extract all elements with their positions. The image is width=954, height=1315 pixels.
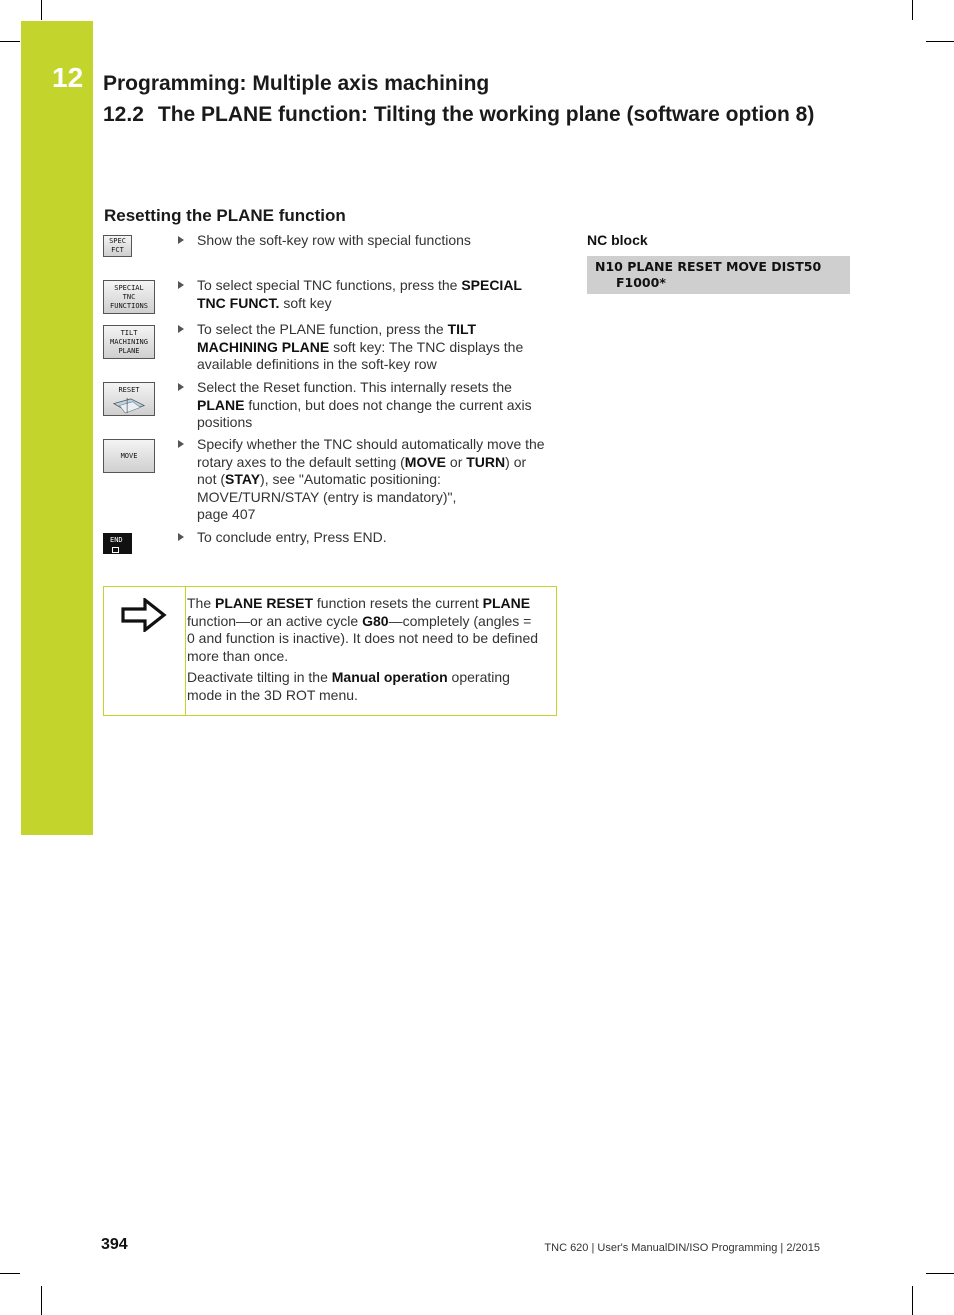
bullet-arrow-icon — [178, 281, 184, 289]
section-title-text: The PLANE function: Tilting the working plane (software option 8) — [157, 103, 815, 126]
tilted-plane-icon — [109, 396, 149, 415]
bullet-arrow-icon — [178, 440, 184, 448]
step-text: Show the soft-key row with special functions — [197, 232, 549, 250]
note-text — [187, 595, 539, 709]
softkey-label: SPEC — [109, 237, 126, 245]
crop-mark — [41, 1286, 42, 1315]
crop-mark — [912, 1286, 913, 1315]
softkey-label: FUNCTIONS — [110, 301, 148, 310]
crop-mark — [926, 41, 954, 42]
nc-line-2: F1000* — [616, 275, 666, 290]
step-text: To conclude entry, Press END. — [197, 529, 549, 547]
note-divider — [185, 587, 186, 715]
spec-fct-softkey[interactable] — [103, 235, 132, 257]
chapter-tab — [21, 21, 93, 835]
reset-softkey[interactable] — [103, 382, 155, 416]
softkey-label: PLANE — [118, 346, 140, 355]
step-text: Specify whether the TNC should automatically move the rotary axes to the default setting (MOVE or TURN) or not (STAY), see "Automatic positioning: MOVE/TURN/STAY (entry is mandatory)", page 407 — [197, 436, 549, 524]
bullet-arrow-icon — [178, 236, 184, 244]
softkey-label: RESET — [118, 386, 140, 394]
bullet-arrow-icon — [178, 325, 184, 333]
crop-mark — [926, 1273, 954, 1274]
page-reference-link[interactable]: page 407 — [197, 506, 256, 523]
crop-mark — [912, 0, 913, 20]
crop-mark — [0, 41, 20, 42]
softkey-label: MACHINING — [110, 337, 148, 346]
section-title — [103, 103, 814, 127]
tilt-machining-plane-softkey[interactable] — [103, 325, 155, 359]
key-label: END — [110, 536, 123, 544]
nc-block-label: NC block — [587, 232, 648, 248]
softkey-label: FCT — [111, 246, 124, 254]
bullet-arrow-icon — [178, 533, 184, 541]
section-number: 12.2 — [103, 103, 144, 126]
note-box — [103, 586, 557, 716]
bullet-arrow-icon — [178, 383, 184, 391]
note-paragraph: The PLANE RESET function resets the current PLANE function—or an active cycle G80—completely (angles = 0 and function is inactive). It does not need to be defined more than once. — [187, 595, 539, 664]
step-text: To select the PLANE function, press the TILT MACHINING PLANE soft key: The TNC displays the available definitions in the soft-key row — [197, 321, 549, 374]
nc-block-code — [587, 256, 850, 294]
crop-mark — [41, 0, 42, 20]
special-tnc-functions-softkey[interactable] — [103, 280, 155, 314]
subheading: Resetting the PLANE function — [104, 206, 346, 225]
softkey-label: TNC — [122, 292, 136, 301]
note-paragraph: Deactivate tilting in the Manual operation operating mode in the 3D ROT menu. — [187, 669, 510, 703]
softkey-label: SPECIAL — [114, 283, 144, 292]
end-key[interactable] — [103, 533, 132, 554]
footer-text: TNC 620 | User's ManualDIN/ISO Programming | 2/2015 — [544, 1242, 820, 1254]
hint-arrow-icon — [121, 598, 167, 632]
step-text: To select special TNC functions, press the SPECIAL TNC FUNCT. soft key — [197, 277, 549, 312]
chapter-title: Programming: Multiple axis machining — [103, 72, 490, 95]
step-text: Select the Reset function. This internally resets the PLANE function, but does not change the current axis positions — [197, 379, 549, 432]
page-number: 394 — [101, 1236, 128, 1253]
chapter-number: 12 — [52, 62, 84, 93]
softkey-label: TILT — [120, 328, 138, 337]
softkey-label: MOVE — [120, 451, 138, 460]
nc-line-1: N10 PLANE RESET MOVE DIST50 — [595, 259, 822, 274]
crop-mark — [0, 1273, 20, 1274]
square-icon — [112, 547, 119, 553]
move-softkey[interactable] — [103, 439, 155, 473]
